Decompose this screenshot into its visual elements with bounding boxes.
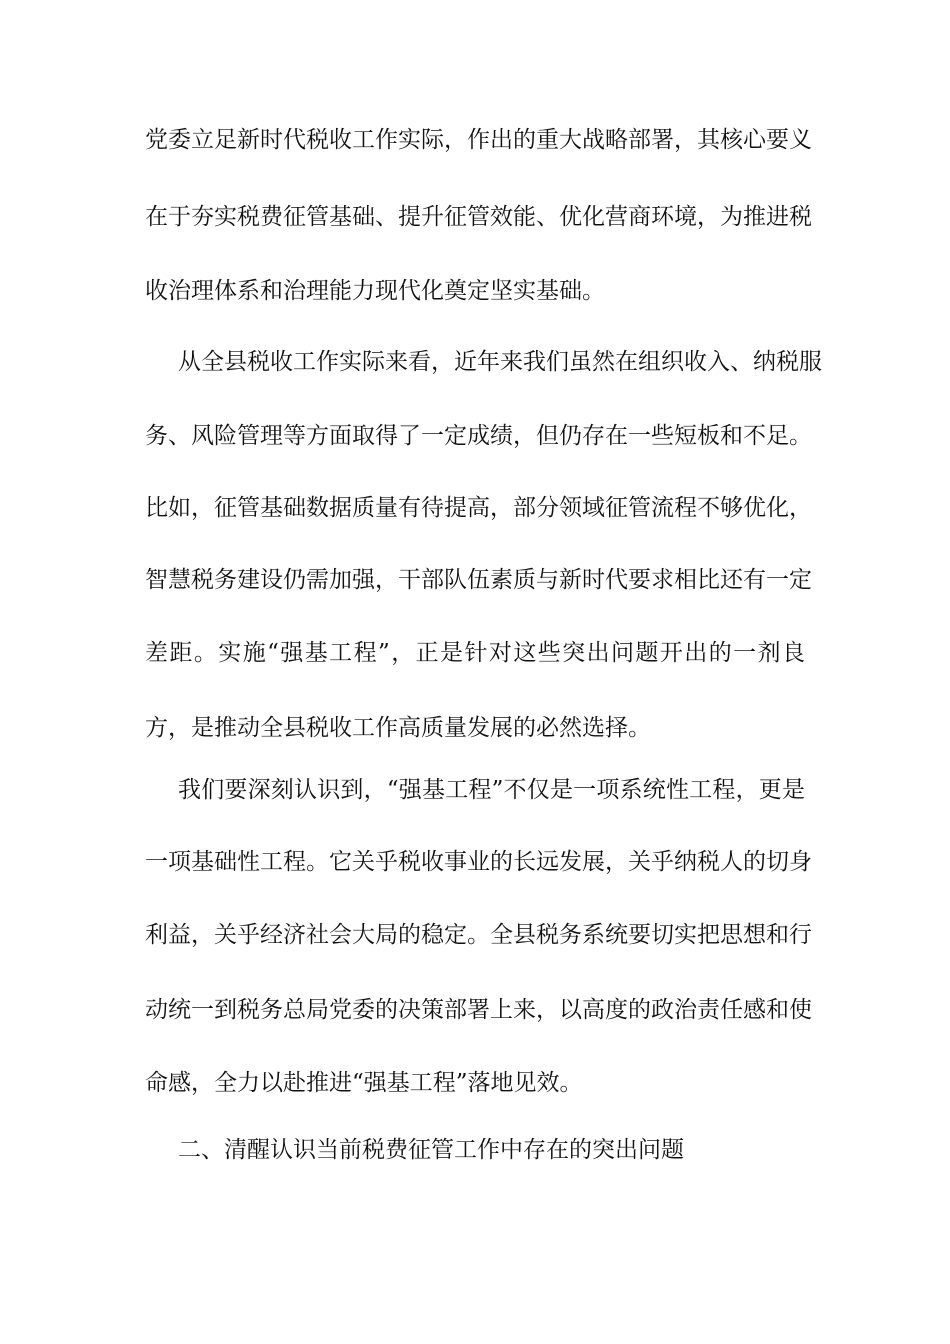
text-line: 收治理体系和治理能力现代化奠定坚实基础。 — [145, 278, 605, 304]
text-line: 智慧税务建设仍需加强，干部队伍素质与新时代要求相比还有一定 — [145, 567, 812, 593]
text-line: 比如，征管基础数据质量有待提高，部分领域征管流程不够优化， — [145, 495, 812, 521]
section-heading: 二、清醒认识当前税费征管工作中存在的突出问题 — [178, 1137, 684, 1163]
text-line: 务、风险管理等方面取得了一定成绩，但仍存在一些短板和不足。 — [145, 423, 812, 449]
text-line: 方，是推动全县税收工作高质量发展的必然选择。 — [145, 715, 651, 741]
text-line: 在于夯实税费征管基础、提升征管效能、优化营商环境，为推进税 — [145, 204, 812, 230]
text-line: 命感，全力以赴推进“强基工程”落地见效。 — [145, 1070, 583, 1096]
text-line: 党委立足新时代税收工作实际，作出的重大战略部署，其核心要义 — [145, 127, 812, 153]
text-line: 一项基础性工程。它关乎税收事业的长远发展，关乎纳税人的切身 — [145, 849, 812, 875]
text-line: 我们要深刻认识到，“强基工程”不仅是一项系统性工程，更是 — [178, 777, 805, 803]
text-line: 动统一到税务总局党委的决策部署上来，以高度的政治责任感和使 — [145, 997, 812, 1023]
text-line: 差距。实施“强基工程”，正是针对这些突出问题开出的一剂良 — [145, 640, 805, 666]
text-line: 利益，关乎经济社会大局的稳定。全县税务系统要切实把思想和行 — [145, 922, 812, 948]
text-line: 从全县税收工作实际来看，近年来我们虽然在组织收入、纳税服 — [178, 349, 822, 375]
